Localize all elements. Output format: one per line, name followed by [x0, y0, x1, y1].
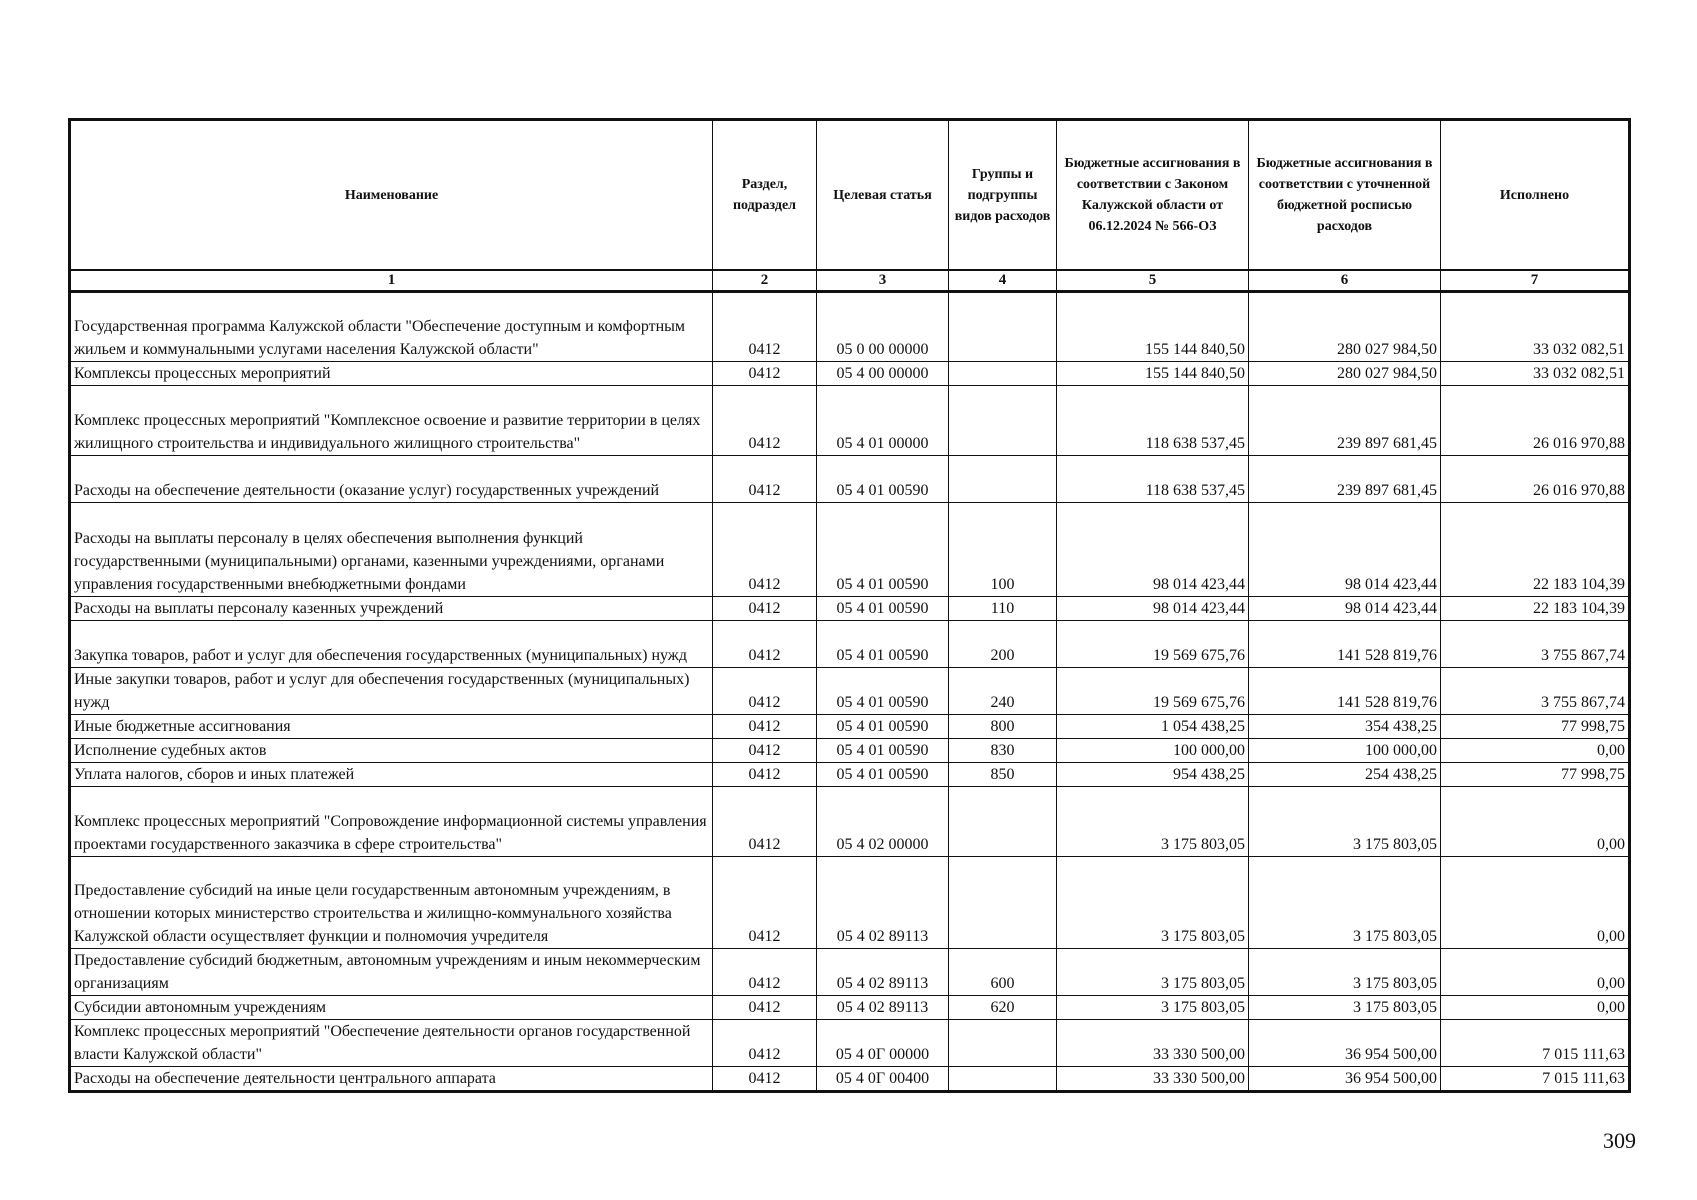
row-name: Государственная программа Калужской области "Обеспечение доступным и комфортным жильем и коммунальными услугами населения Калужской области": [70, 292, 713, 362]
row-executed: 7 015 111,63: [1441, 1020, 1630, 1067]
row-section: 0412: [713, 362, 817, 386]
row-refined-allocation: 3 175 803,05: [1249, 996, 1441, 1020]
row-section: 0412: [713, 292, 817, 362]
row-expense-group: [949, 1020, 1057, 1067]
row-name: Комплекс процессных мероприятий "Сопровождение информационной системы управления проектами государственного заказчика в сфере строительства": [70, 787, 713, 857]
row-section: 0412: [713, 1067, 817, 1092]
row-refined-allocation: 254 438,25: [1249, 763, 1441, 787]
row-name: Расходы на обеспечение деятельности (оказание услуг) государственных учреждений: [70, 456, 713, 503]
row-executed: 0,00: [1441, 739, 1630, 763]
row-expense-group: 830: [949, 739, 1057, 763]
row-law-allocation: 118 638 537,45: [1057, 456, 1249, 503]
row-target-article: 05 4 0Г 00000: [817, 1020, 949, 1067]
row-expense-group: [949, 292, 1057, 362]
row-target-article: 05 4 02 00000: [817, 787, 949, 857]
row-name: Расходы на выплаты персоналу казенных учреждений: [70, 597, 713, 621]
row-refined-allocation: 239 897 681,45: [1249, 456, 1441, 503]
row-expense-group: [949, 1067, 1057, 1092]
row-law-allocation: 155 144 840,50: [1057, 292, 1249, 362]
row-refined-allocation: 3 175 803,05: [1249, 949, 1441, 996]
table-row: [70, 949, 1630, 996]
row-law-allocation: 3 175 803,05: [1057, 857, 1249, 949]
row-refined-allocation: 354 438,25: [1249, 715, 1441, 739]
column-number-row: [70, 270, 1630, 292]
header-row: [70, 120, 1630, 271]
row-executed: 0,00: [1441, 787, 1630, 857]
row-executed: 3 755 867,74: [1441, 621, 1630, 668]
row-section: 0412: [713, 787, 817, 857]
row-section: 0412: [713, 1020, 817, 1067]
table-row: [70, 597, 1630, 621]
header-expense-groups: Группы и подгруппы видов расходов: [949, 120, 1057, 271]
row-name: Расходы на выплаты персоналу в целях обеспечения выполнения функций государственными (муниципальными) органами, казенными учреждениями, органами управления государственными внебюджетными фондами: [70, 503, 713, 597]
row-section: 0412: [713, 715, 817, 739]
table-row: [70, 763, 1630, 787]
table-row: [70, 739, 1630, 763]
header-name: Наименование: [70, 120, 713, 271]
row-target-article: 05 4 01 00590: [817, 621, 949, 668]
table-row: [70, 456, 1630, 503]
row-executed: 3 755 867,74: [1441, 668, 1630, 715]
row-law-allocation: 155 144 840,50: [1057, 362, 1249, 386]
row-law-allocation: 19 569 675,76: [1057, 621, 1249, 668]
row-name: Предоставление субсидий бюджетным, автономным учреждениям и иным некоммерческим организациям: [70, 949, 713, 996]
row-refined-allocation: 98 014 423,44: [1249, 503, 1441, 597]
column-number: 7: [1441, 270, 1630, 292]
row-refined-allocation: 3 175 803,05: [1249, 787, 1441, 857]
row-law-allocation: 954 438,25: [1057, 763, 1249, 787]
row-section: 0412: [713, 597, 817, 621]
row-refined-allocation: 98 014 423,44: [1249, 597, 1441, 621]
row-law-allocation: 33 330 500,00: [1057, 1067, 1249, 1092]
row-law-allocation: 3 175 803,05: [1057, 949, 1249, 996]
row-name: Закупка товаров, работ и услуг для обеспечения государственных (муниципальных) нужд: [70, 621, 713, 668]
row-section: 0412: [713, 949, 817, 996]
row-executed: 22 183 104,39: [1441, 597, 1630, 621]
row-refined-allocation: 36 954 500,00: [1249, 1067, 1441, 1092]
row-executed: 77 998,75: [1441, 715, 1630, 739]
column-number: 2: [713, 270, 817, 292]
row-refined-allocation: 141 528 819,76: [1249, 668, 1441, 715]
row-expense-group: [949, 857, 1057, 949]
row-refined-allocation: 239 897 681,45: [1249, 386, 1441, 456]
column-number: 1: [70, 270, 713, 292]
table-row: [70, 715, 1630, 739]
row-target-article: 05 4 02 89113: [817, 949, 949, 996]
row-expense-group: 850: [949, 763, 1057, 787]
row-section: 0412: [713, 763, 817, 787]
row-name: Комплекс процессных мероприятий "Обеспечение деятельности органов государственной власти Калужской области": [70, 1020, 713, 1067]
row-target-article: 05 4 01 00590: [817, 456, 949, 503]
row-refined-allocation: 100 000,00: [1249, 739, 1441, 763]
row-target-article: 05 4 01 00000: [817, 386, 949, 456]
row-law-allocation: 1 054 438,25: [1057, 715, 1249, 739]
column-number: 5: [1057, 270, 1249, 292]
table-body: [70, 292, 1630, 1092]
row-section: 0412: [713, 857, 817, 949]
row-name: Иные закупки товаров, работ и услуг для обеспечения государственных (муниципальных) нужд: [70, 668, 713, 715]
row-name: Иные бюджетные ассигнования: [70, 715, 713, 739]
row-expense-group: 240: [949, 668, 1057, 715]
row-expense-group: 100: [949, 503, 1057, 597]
header-section: Раздел, подраздел: [713, 120, 817, 271]
row-target-article: 05 4 02 89113: [817, 996, 949, 1020]
row-refined-allocation: 280 027 984,50: [1249, 362, 1441, 386]
row-expense-group: [949, 456, 1057, 503]
row-target-article: 05 4 01 00590: [817, 715, 949, 739]
row-target-article: 05 4 01 00590: [817, 763, 949, 787]
row-name: Комплекс процессных мероприятий "Комплексное освоение и развитие территории в целях жилищного строительства и индивидуального жилищного строительства": [70, 386, 713, 456]
table-row: [70, 787, 1630, 857]
row-executed: 7 015 111,63: [1441, 1067, 1630, 1092]
row-section: 0412: [713, 621, 817, 668]
row-section: 0412: [713, 503, 817, 597]
table-row: [70, 386, 1630, 456]
table-row: [70, 292, 1630, 362]
row-law-allocation: 3 175 803,05: [1057, 996, 1249, 1020]
row-expense-group: 600: [949, 949, 1057, 996]
table-row: [70, 857, 1630, 949]
row-law-allocation: 33 330 500,00: [1057, 1020, 1249, 1067]
row-executed: 22 183 104,39: [1441, 503, 1630, 597]
row-executed: 77 998,75: [1441, 763, 1630, 787]
column-number: 6: [1249, 270, 1441, 292]
row-target-article: 05 0 00 00000: [817, 292, 949, 362]
row-target-article: 05 4 01 00590: [817, 597, 949, 621]
row-expense-group: 620: [949, 996, 1057, 1020]
row-target-article: 05 4 00 00000: [817, 362, 949, 386]
table-row: [70, 1020, 1630, 1067]
row-executed: 0,00: [1441, 996, 1630, 1020]
row-executed: 33 032 082,51: [1441, 362, 1630, 386]
row-expense-group: 800: [949, 715, 1057, 739]
row-section: 0412: [713, 386, 817, 456]
row-law-allocation: 19 569 675,76: [1057, 668, 1249, 715]
row-executed: 26 016 970,88: [1441, 386, 1630, 456]
row-section: 0412: [713, 456, 817, 503]
row-refined-allocation: 280 027 984,50: [1249, 292, 1441, 362]
row-target-article: 05 4 01 00590: [817, 503, 949, 597]
table-row: [70, 996, 1630, 1020]
column-number: 3: [817, 270, 949, 292]
row-name: Субсидии автономным учреждениям: [70, 996, 713, 1020]
header-executed: Исполнено: [1441, 120, 1630, 271]
row-name: Исполнение судебных актов: [70, 739, 713, 763]
row-law-allocation: 98 014 423,44: [1057, 597, 1249, 621]
table-row: [70, 1067, 1630, 1092]
page-number: 309: [1603, 1128, 1636, 1153]
row-law-allocation: 98 014 423,44: [1057, 503, 1249, 597]
column-number: 4: [949, 270, 1057, 292]
row-expense-group: [949, 386, 1057, 456]
row-name: Уплата налогов, сборов и иных платежей: [70, 763, 713, 787]
row-target-article: 05 4 01 00590: [817, 668, 949, 715]
table-row: [70, 362, 1630, 386]
row-refined-allocation: 141 528 819,76: [1249, 621, 1441, 668]
row-refined-allocation: 36 954 500,00: [1249, 1020, 1441, 1067]
row-section: 0412: [713, 996, 817, 1020]
row-name: Предоставление субсидий на иные цели государственным автономным учреждениям, в отношении которых министерство строительства и жилищно-коммунального хозяйства Калужской области осуществляет функции и полномочия учредителя: [70, 857, 713, 949]
row-name: Расходы на обеспечение деятельности центрального аппарата: [70, 1067, 713, 1092]
row-expense-group: [949, 787, 1057, 857]
row-expense-group: 200: [949, 621, 1057, 668]
row-law-allocation: 3 175 803,05: [1057, 787, 1249, 857]
row-expense-group: 110: [949, 597, 1057, 621]
row-target-article: 05 4 02 89113: [817, 857, 949, 949]
row-executed: 33 032 082,51: [1441, 292, 1630, 362]
header-law-allocations: Бюджетные ассигнования в соответствии с Законом Калужской области от 06.12.2024 № 566-ОЗ: [1057, 120, 1249, 271]
row-target-article: 05 4 01 00590: [817, 739, 949, 763]
row-executed: 26 016 970,88: [1441, 456, 1630, 503]
row-law-allocation: 100 000,00: [1057, 739, 1249, 763]
row-target-article: 05 4 0Г 00400: [817, 1067, 949, 1092]
row-executed: 0,00: [1441, 949, 1630, 996]
row-law-allocation: 118 638 537,45: [1057, 386, 1249, 456]
budget-table: [68, 118, 1631, 1093]
row-section: 0412: [713, 668, 817, 715]
row-executed: 0,00: [1441, 857, 1630, 949]
header-refined-allocations: Бюджетные ассигнования в соответствии с уточненной бюджетной росписью расходов: [1249, 120, 1441, 271]
row-refined-allocation: 3 175 803,05: [1249, 857, 1441, 949]
row-section: 0412: [713, 739, 817, 763]
table-row: [70, 621, 1630, 668]
row-expense-group: [949, 362, 1057, 386]
row-name: Комплексы процессных мероприятий: [70, 362, 713, 386]
table-row: [70, 503, 1630, 597]
header-target-article: Целевая статья: [817, 120, 949, 271]
table-row: [70, 668, 1630, 715]
